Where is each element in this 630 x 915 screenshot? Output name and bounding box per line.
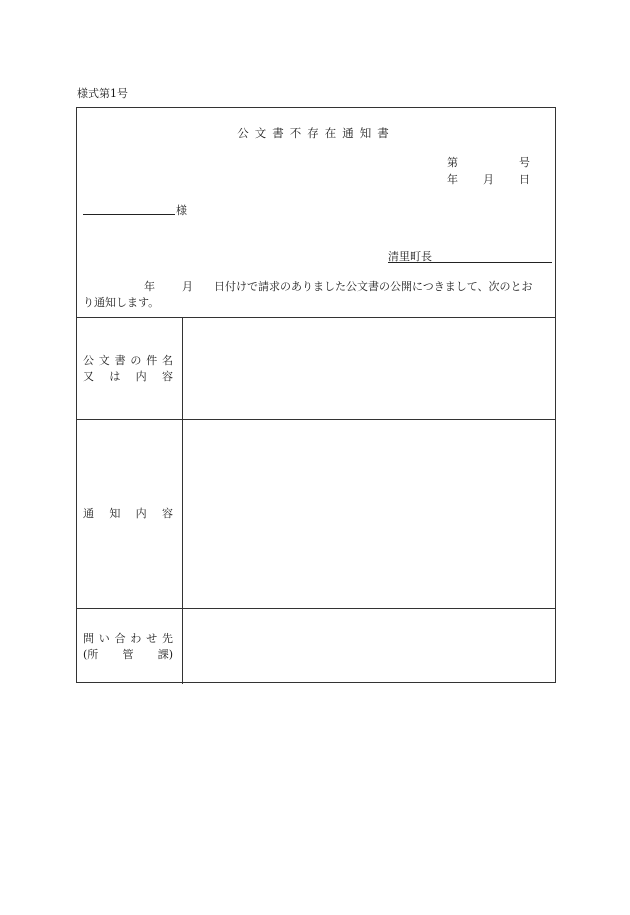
sender-signature-line — [388, 248, 552, 263]
reference-number — [447, 154, 530, 170]
contact-field[interactable] — [183, 609, 555, 684]
label-line: 問 い 合 わ せ 先 — [83, 631, 173, 645]
row-label — [77, 318, 183, 419]
document-name-field[interactable] — [183, 318, 555, 419]
ref-number-prefix: 第 — [447, 156, 458, 169]
label-line: 通 知 内 容 — [83, 507, 173, 520]
ref-number-suffix: 号 — [519, 156, 530, 169]
intro-line-2: り通知します。 — [83, 296, 160, 309]
addressee-honorific: 様 — [176, 204, 187, 217]
label-line: 又 は 内 容 — [83, 369, 173, 383]
intro-text: 日付けで請求のありました公文書の公開につきまして、次のとお — [214, 280, 533, 293]
row-label — [77, 609, 183, 684]
sender-title: 清里町長 — [388, 250, 432, 263]
form-number: 様式第1号 — [77, 87, 128, 100]
table-row-document-name — [77, 317, 555, 419]
addressee-blank-line — [83, 214, 175, 215]
label-line: (所 管 課) — [83, 647, 173, 661]
notice-content-field[interactable] — [183, 420, 555, 608]
notice-form — [76, 107, 556, 683]
table-row-notice-content — [77, 419, 555, 608]
form-title: 公文書不存在通知書 — [237, 126, 395, 140]
issue-date — [447, 171, 530, 187]
table-row-contact — [77, 608, 555, 684]
date-day: 日 — [519, 173, 530, 186]
row-label — [77, 420, 183, 608]
intro-month: 月 — [182, 280, 193, 293]
intro-year: 年 — [144, 280, 155, 293]
label-line: 公 文 書 の 件 名 — [83, 353, 173, 367]
date-year: 年 — [447, 173, 458, 186]
date-month: 月 — [483, 173, 494, 186]
